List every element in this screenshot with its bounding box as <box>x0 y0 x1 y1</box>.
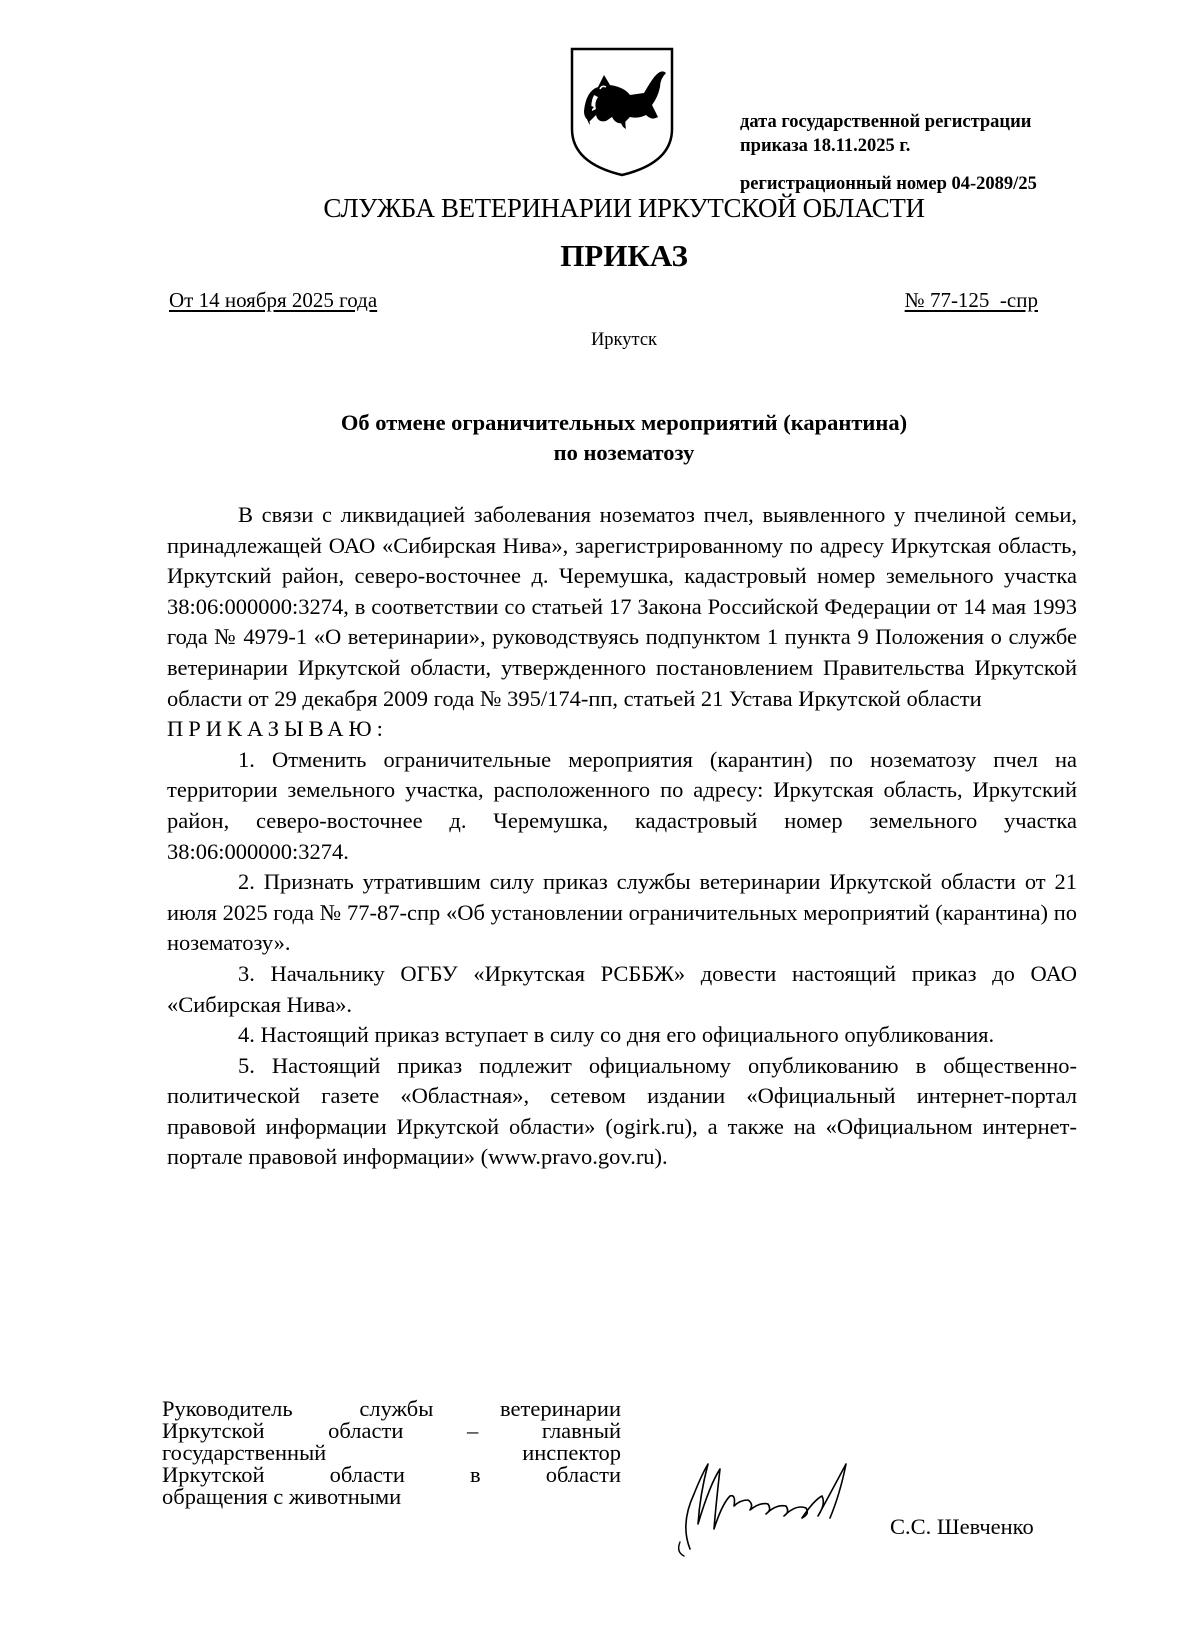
order-item-4: 4. Настоящий приказ вступает в силу со дня его официального опубликования. <box>238 1022 995 1048</box>
order-item-1: 1. Отменить ограничительные мероприятия (карантин) по нозематозу пчел на территории земельного участка, расположенного по адресу: Иркутская область, Иркутский район, северо-восточнее д. Черемушка, кадастровый номер земельного участка 38:06:000000:3274. <box>167 746 1077 864</box>
coat-of-arms-icon <box>566 45 678 179</box>
signatory-title-line: Иркутской области в области <box>162 1462 621 1487</box>
subject-line-2: по нозематозу <box>553 440 695 465</box>
document-type: ПРИКАЗ <box>560 238 688 273</box>
registration-date-line-2: приказа 18.11.2025 г. <box>740 136 911 156</box>
handwritten-signature-icon <box>650 1434 900 1559</box>
order-item-5: 5. Настоящий приказ подлежит официальному опубликованию в общественно-политической газете «Областная», сетевом издании «Официальный интернет-портал правовой информации Иркутской области» (ogirk.ru), а также на «Официальном интернет-портале правовой информации» (www.pravo.gov.ru). <box>167 1052 1077 1170</box>
signatory-name: С.С. Шевченко <box>890 1514 1034 1539</box>
order-word: ПРИКАЗЫВАЮ: <box>167 716 388 742</box>
registration-number: регистрационный номер 04-2089/25 <box>740 174 1037 194</box>
signatory-title-line: обращения с животными <box>162 1484 402 1509</box>
registration-stamp <box>740 110 1098 196</box>
order-item-3: 3. Начальнику ОГБУ «Иркутская РСББЖ» довести настоящий приказ до ОАО «Сибирская Нива». <box>167 960 1077 1017</box>
signatory-title-line: государственный инспектор <box>162 1440 621 1465</box>
signatory-title <box>162 1398 621 1508</box>
subject-line-1: Об отмене ограничительных мероприятий (карантина) <box>340 410 908 435</box>
city: Иркутск <box>590 330 658 350</box>
signatory-title-line: Руководитель службы ветеринарии <box>162 1396 621 1421</box>
order-body <box>167 500 1077 1173</box>
order-item-2: 2. Признать утратившим силу приказ службы ветеринарии Иркутской области от 21 июля 2025 года № 77-87-спр «Об установлении ограничительных мероприятий (карантина) по нозематозу». <box>167 869 1077 956</box>
agency-name: СЛУЖБА ВЕТЕРИНАРИИ ИРКУТСКОЙ ОБЛАСТИ <box>323 193 925 223</box>
registration-date-line-1: дата государственной регистрации <box>740 112 1032 132</box>
order-date: От 14 ноября 2025 года <box>169 288 378 312</box>
preamble-paragraph: В связи с ликвидацией заболевания нозематоз пчел, выявленного у пчелиной семьи, принадлежащей ОАО «Сибирская Нива», зарегистрированному по адресу Иркутская область, Иркутский район, северо-восточнее д. Черемушка, кадастровый номер земельного участка 38:06:000000:3274, в соответствии со статьей 17 Закона Российской Федерации от 14 мая 1993 года № 4979-1 «О ветеринарии», руководствуясь подпунктом 1 пункта 9 Положения о службе ветеринарии Иркутской области, утвержденного постановлением Правительства Иркутской области от 29 декабря 2009 года № 395/174-пп, статьей 21 Устава Иркутской области <box>167 502 1077 711</box>
order-number: № 77-125 -спр <box>904 288 1038 312</box>
signatory-title-line: Иркутской области – главный <box>162 1418 621 1443</box>
order-subject <box>0 408 1200 468</box>
